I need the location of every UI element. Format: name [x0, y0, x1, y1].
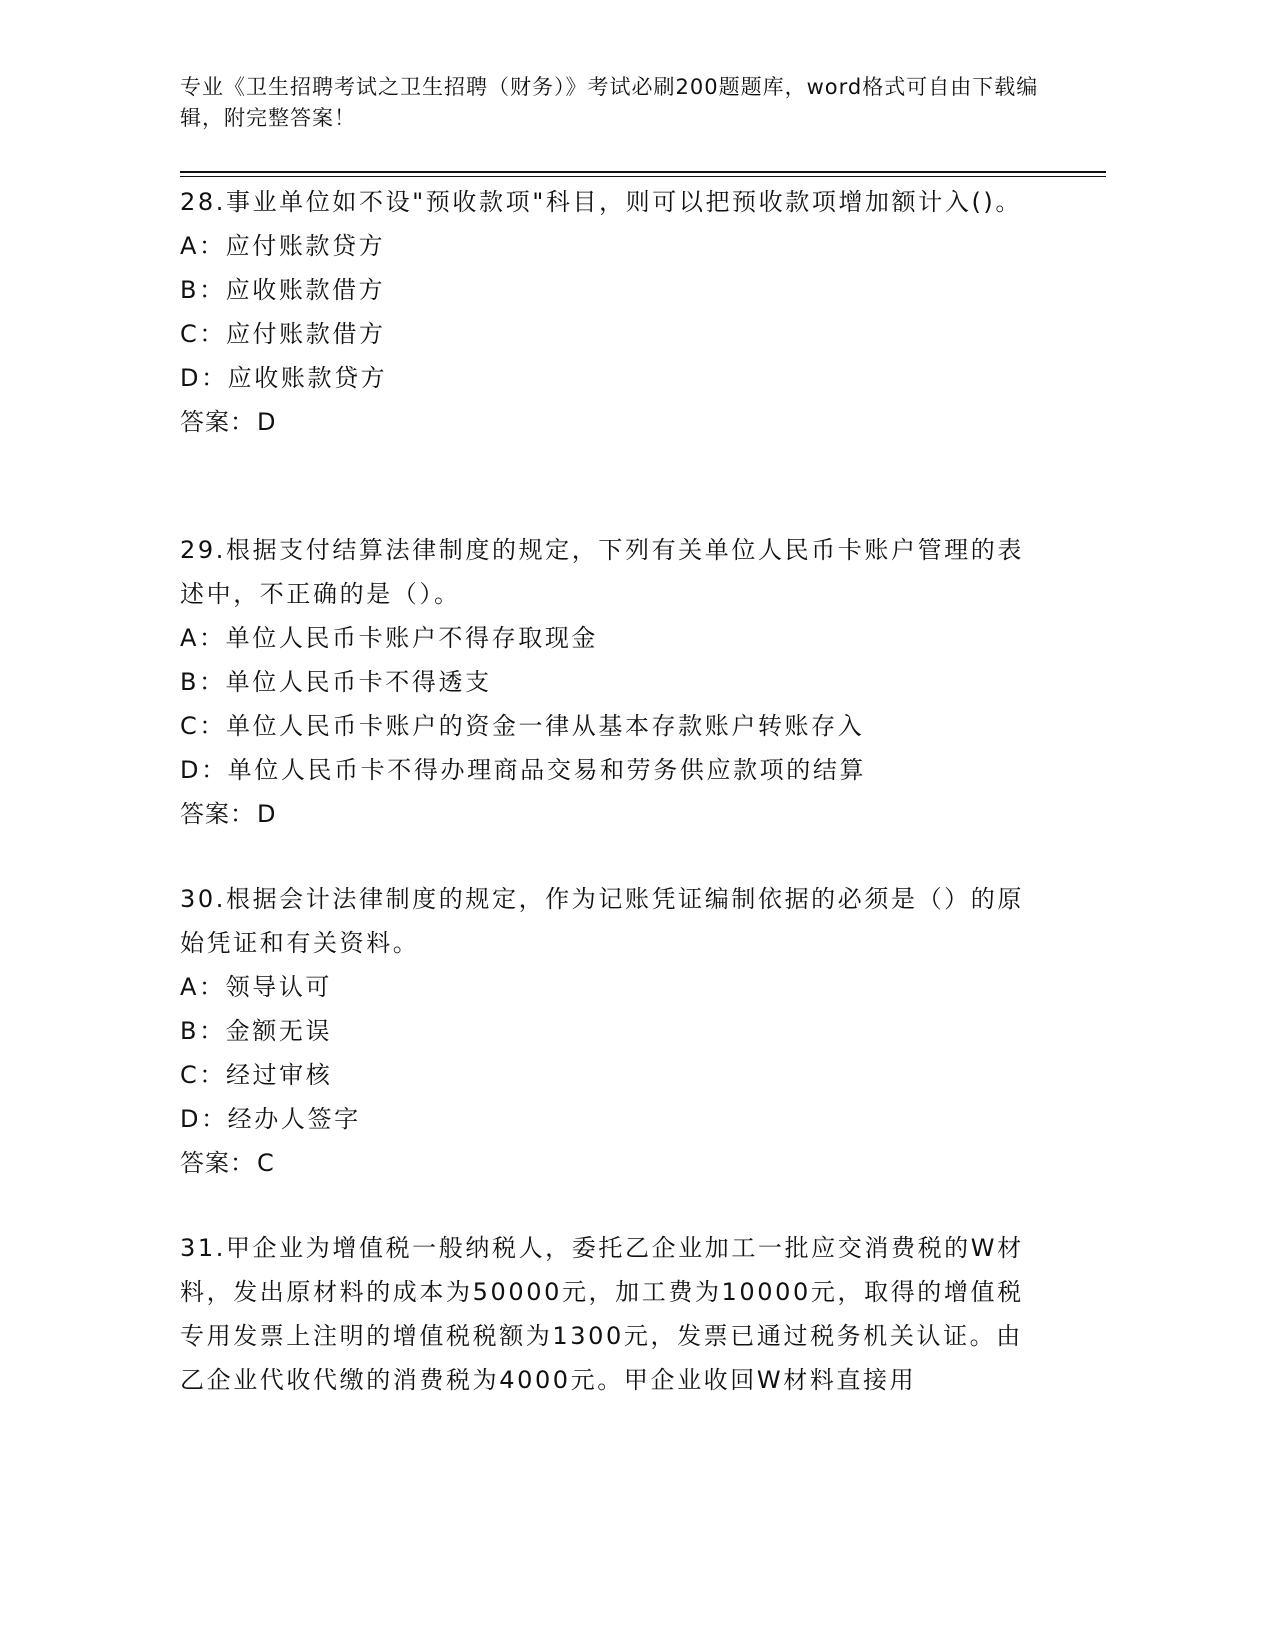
header-divider-thin	[180, 176, 1106, 177]
header-divider	[180, 171, 1106, 173]
answer-label: 答案：	[180, 1149, 255, 1177]
option-c: C：应付账款借方	[180, 320, 386, 348]
option-d: D：经办人签字	[180, 1105, 361, 1133]
answer-value: C	[257, 1149, 275, 1177]
question-stem: 30.根据会计法律制度的规定，作为记账凭证编制依据的必须是（）的原始凭证和有关资料。	[180, 885, 1024, 957]
option-a: A：领导认可	[180, 973, 333, 1001]
option-b: B：单位人民币卡不得透支	[180, 668, 492, 696]
answer-label: 答案：	[180, 800, 255, 828]
question-31	[180, 1226, 1030, 1402]
answer-value: D	[257, 800, 277, 828]
option-a: A：应付账款贷方	[180, 232, 386, 260]
answer-value: D	[257, 408, 277, 436]
option-d: D：单位人民币卡不得办理商品交易和劳务供应款项的结算	[180, 756, 867, 784]
question-30	[180, 877, 1030, 1185]
document-header: 专业《卫生招聘考试之卫生招聘（财务）》考试必刷200题题库，word格式可自由下载编辑，附完整答案！	[180, 75, 1039, 130]
question-28	[180, 180, 1030, 444]
option-a: A：单位人民币卡账户不得存取现金	[180, 624, 599, 652]
answer-line	[180, 792, 1030, 836]
question-stem: 29.根据支付结算法律制度的规定，下列有关单位人民币卡账户管理的表述中，不正确的是（）。	[180, 536, 1024, 608]
option-b: B：应收账款借方	[180, 276, 386, 304]
question-stem: 31.甲企业为增值税一般纳税人，委托乙企业加工一批应交消费税的W材料，发出原材料的成本为50000元，加工费为10000元，取得的增值税专用发票上注明的增值税税额为1300元，发票已通过税务机关认证。由乙企业代收代缴的消费税为4000元。甲企业收回W材料直接用	[180, 1234, 1024, 1394]
answer-label: 答案：	[180, 408, 255, 436]
option-d: D：应收账款贷方	[180, 364, 388, 392]
answer-line	[180, 400, 1030, 444]
option-c: C：经过审核	[180, 1061, 333, 1089]
option-b: B：金额无误	[180, 1017, 333, 1045]
question-stem: 28.事业单位如不设"预收款项"科目，则可以把预收款项增加额计入()。	[180, 188, 1022, 216]
answer-line	[180, 1141, 1030, 1185]
option-c: C：单位人民币卡账户的资金一律从基本存款账户转账存入	[180, 712, 865, 740]
question-29	[180, 528, 1030, 836]
